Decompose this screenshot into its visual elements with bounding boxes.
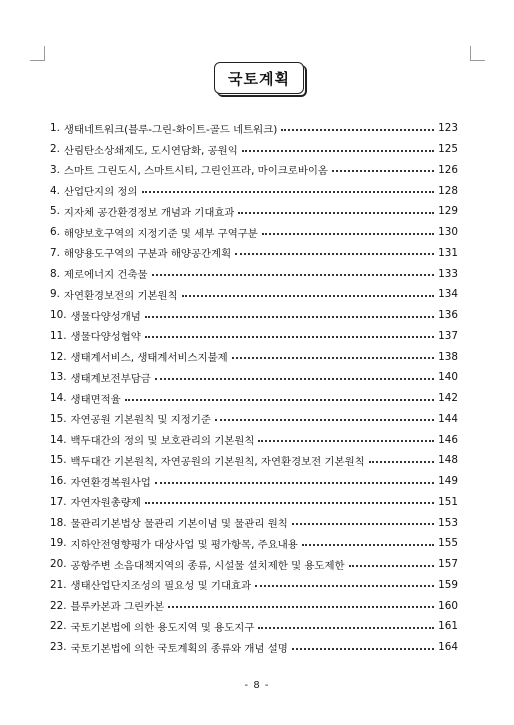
- toc-entry-page: 126: [438, 163, 458, 176]
- toc-entry-number: 7.: [50, 246, 60, 259]
- toc-entry-title: 국토기본법에 의한 국토계획의 종류와 개념 설명: [70, 642, 288, 655]
- toc-entry[interactable]: [50, 180, 458, 201]
- toc-leader-dots: [125, 398, 434, 401]
- toc-entry[interactable]: [50, 409, 458, 430]
- toc-leader-dots: [145, 315, 434, 318]
- toc-entry-number: 11.: [50, 329, 67, 342]
- toc-entry-page: 137: [438, 329, 458, 342]
- toc-entry[interactable]: [50, 284, 458, 305]
- toc-entry-title: 산림탄소상쇄제도, 도시연담화, 공원익: [63, 144, 238, 157]
- toc-entry-title: 생태계서비스, 생태계서비스지불제: [70, 352, 228, 365]
- toc-entry[interactable]: [50, 554, 458, 575]
- toc-entry-page: 149: [438, 475, 458, 488]
- toc-entry[interactable]: [50, 450, 458, 471]
- toc-leader-dots: [168, 605, 434, 608]
- toc-entry-page: 128: [438, 184, 458, 197]
- toc-entry-page: 160: [438, 599, 458, 612]
- toc-leader-dots: [152, 273, 435, 276]
- toc-entry[interactable]: [50, 263, 458, 284]
- toc-entry-number: 14.: [50, 392, 67, 405]
- toc-entry-title: 물관리기본법상 물관리 기본이념 및 물관리 원칙: [70, 518, 288, 531]
- toc-leader-dots: [215, 418, 434, 421]
- toc-entry-number: 17.: [50, 495, 67, 508]
- toc-leader-dots: [258, 439, 434, 442]
- toc-entry[interactable]: [50, 118, 458, 139]
- toc-entry-title: 해양보호구역의 지정기준 및 세부 구역구분: [63, 227, 258, 240]
- toc-entry[interactable]: [50, 222, 458, 243]
- toc-entry-title: 생태면적율: [70, 393, 121, 406]
- toc-entry-page: 136: [438, 309, 458, 322]
- toc-entry-number: 20.: [50, 558, 67, 571]
- toc-entry[interactable]: [50, 492, 458, 513]
- toc-entry-title: 생태계보전부담금: [70, 372, 151, 385]
- toc-leader-dots: [258, 626, 434, 629]
- toc-leader-dots: [145, 501, 434, 504]
- toc-entry[interactable]: [50, 326, 458, 347]
- toc-entry-title: 산업단지의 정의: [63, 186, 138, 199]
- toc-entry-page: 142: [438, 392, 458, 405]
- toc-leader-dots: [349, 564, 435, 567]
- toc-entry-number: 22.: [50, 599, 67, 612]
- toc-entry-title: 자연환경보전의 기본원칙: [63, 289, 178, 302]
- toc-entry-title: 생물다양성협약: [70, 331, 141, 344]
- toc-entry-page: 133: [438, 267, 458, 280]
- toc-entry-title: 백두대간 기본원칙, 자연공원의 기본원칙, 자연환경보전 기본원칙: [70, 455, 365, 468]
- toc-entry[interactable]: [50, 305, 458, 326]
- toc-leader-dots: [369, 460, 434, 463]
- toc-entry-title: 자연자원총량제: [70, 497, 141, 510]
- toc-entry[interactable]: [50, 616, 458, 637]
- toc-entry-number: 1.: [50, 122, 60, 135]
- toc-entry-number: 12.: [50, 350, 67, 363]
- toc-entry[interactable]: [50, 139, 458, 160]
- toc-leader-dots: [155, 481, 434, 484]
- toc-entry-page: 164: [438, 641, 458, 654]
- toc-leader-dots: [242, 149, 434, 152]
- toc-entry-page: 123: [438, 122, 458, 135]
- toc-entry-number: 23.: [50, 641, 67, 654]
- toc-entry-number: 19.: [50, 537, 67, 550]
- toc-entry-title: 생태네트워크(블루-그린-화이트-골드 네트워크): [63, 123, 278, 136]
- toc-entry[interactable]: [50, 512, 458, 533]
- toc-entry-number: 15.: [50, 412, 67, 425]
- toc-leader-dots: [142, 190, 435, 193]
- toc-leader-dots: [281, 128, 434, 131]
- toc-entry-number: 16.: [50, 475, 67, 488]
- toc-entry[interactable]: [50, 637, 458, 658]
- toc-entry-title: 생물다양성개념: [70, 310, 141, 323]
- toc-entry-number: 2.: [50, 143, 60, 156]
- section-title: 국토계획: [214, 62, 304, 94]
- toc-entry[interactable]: [50, 595, 458, 616]
- toc-entry-page: 134: [438, 288, 458, 301]
- toc-entry-number: 15.: [50, 454, 67, 467]
- toc-leader-dots: [302, 543, 434, 546]
- toc-entry-page: 144: [438, 412, 458, 425]
- toc-leader-dots: [145, 335, 434, 338]
- toc-entry-number: 14.: [50, 433, 67, 446]
- toc-entry-page: 151: [438, 495, 458, 508]
- toc-entry-title: 스마트 그린도시, 스마트시티, 그린인프라, 마이크로바이옴: [63, 165, 328, 178]
- toc-leader-dots: [235, 252, 434, 255]
- toc-leader-dots: [155, 377, 434, 380]
- toc-entry-number: 6.: [50, 226, 60, 239]
- toc-entry-page: 148: [438, 454, 458, 467]
- toc-entry-title: 생태산업단지조성의 필요성 및 기대효과: [70, 580, 252, 593]
- toc-entry-page: 131: [438, 246, 458, 259]
- toc-entry-number: 10.: [50, 309, 67, 322]
- toc-entry-title: 블루카본과 그린카본: [70, 601, 165, 614]
- toc-leader-dots: [255, 584, 434, 587]
- toc-entry-page: 146: [438, 433, 458, 446]
- toc-entry-title: 백두대간의 정의 및 보호관리의 기본원칙: [70, 435, 255, 448]
- crop-mark-top-right: [470, 46, 485, 61]
- toc-entry-number: 9.: [50, 288, 60, 301]
- toc-entry-number: 22.: [50, 620, 67, 633]
- toc-entry-page: 153: [438, 516, 458, 529]
- toc-entry-number: 3.: [50, 163, 60, 176]
- toc-leader-dots: [262, 232, 434, 235]
- toc-entry[interactable]: [50, 388, 458, 409]
- toc-entry-title: 지자체 공간환경정보 개념과 기대효과: [63, 206, 235, 219]
- toc-entry[interactable]: [50, 471, 458, 492]
- table-of-contents: [50, 118, 458, 658]
- toc-leader-dots: [292, 522, 434, 525]
- toc-entry-page: 130: [438, 226, 458, 239]
- toc-entry-page: 125: [438, 143, 458, 156]
- toc-entry-page: 159: [438, 578, 458, 591]
- toc-entry-title: 자연공원 기본원칙 및 지정기준: [70, 414, 211, 427]
- page-number: - 8 -: [244, 680, 270, 691]
- toc-entry-page: 140: [438, 371, 458, 384]
- toc-leader-dots: [182, 294, 435, 297]
- crop-mark-top-left: [30, 46, 45, 61]
- toc-entry-title: 지하안전영향평가 대상사업 및 평가항목, 주요내용: [70, 538, 298, 551]
- toc-entry-page: 155: [438, 537, 458, 550]
- toc-entry-number: 8.: [50, 267, 60, 280]
- toc-entry[interactable]: [50, 575, 458, 596]
- toc-entry-title: 제로에너지 건축물: [63, 269, 148, 282]
- toc-leader-dots: [238, 211, 434, 214]
- toc-entry-page: 161: [438, 620, 458, 633]
- toc-entry[interactable]: [50, 346, 458, 367]
- toc-entry-number: 4.: [50, 184, 60, 197]
- toc-leader-dots: [292, 647, 434, 650]
- toc-entry-title: 국토기본법에 의한 용도지역 및 용도지구: [70, 621, 255, 634]
- toc-entry-page: 138: [438, 350, 458, 363]
- toc-entry[interactable]: [50, 367, 458, 388]
- toc-entry-page: 157: [438, 558, 458, 571]
- toc-entry-page: 129: [438, 205, 458, 218]
- toc-entry-title: 공항주변 소음대책지역의 종류, 시설물 설치제한 및 용도제한: [70, 559, 345, 572]
- toc-entry[interactable]: [50, 243, 458, 264]
- toc-entry[interactable]: [50, 160, 458, 181]
- toc-entry[interactable]: [50, 429, 458, 450]
- toc-leader-dots: [332, 169, 434, 172]
- toc-entry[interactable]: [50, 201, 458, 222]
- toc-entry-title: 해양용도구역의 구분과 해양공간계획: [63, 248, 232, 261]
- toc-entry[interactable]: [50, 533, 458, 554]
- toc-entry-number: 13.: [50, 371, 67, 384]
- toc-entry-number: 18.: [50, 516, 67, 529]
- toc-entry-number: 5.: [50, 205, 60, 218]
- toc-leader-dots: [232, 356, 434, 359]
- toc-entry-title: 자연환경복원사업: [70, 476, 151, 489]
- toc-entry-number: 21.: [50, 578, 67, 591]
